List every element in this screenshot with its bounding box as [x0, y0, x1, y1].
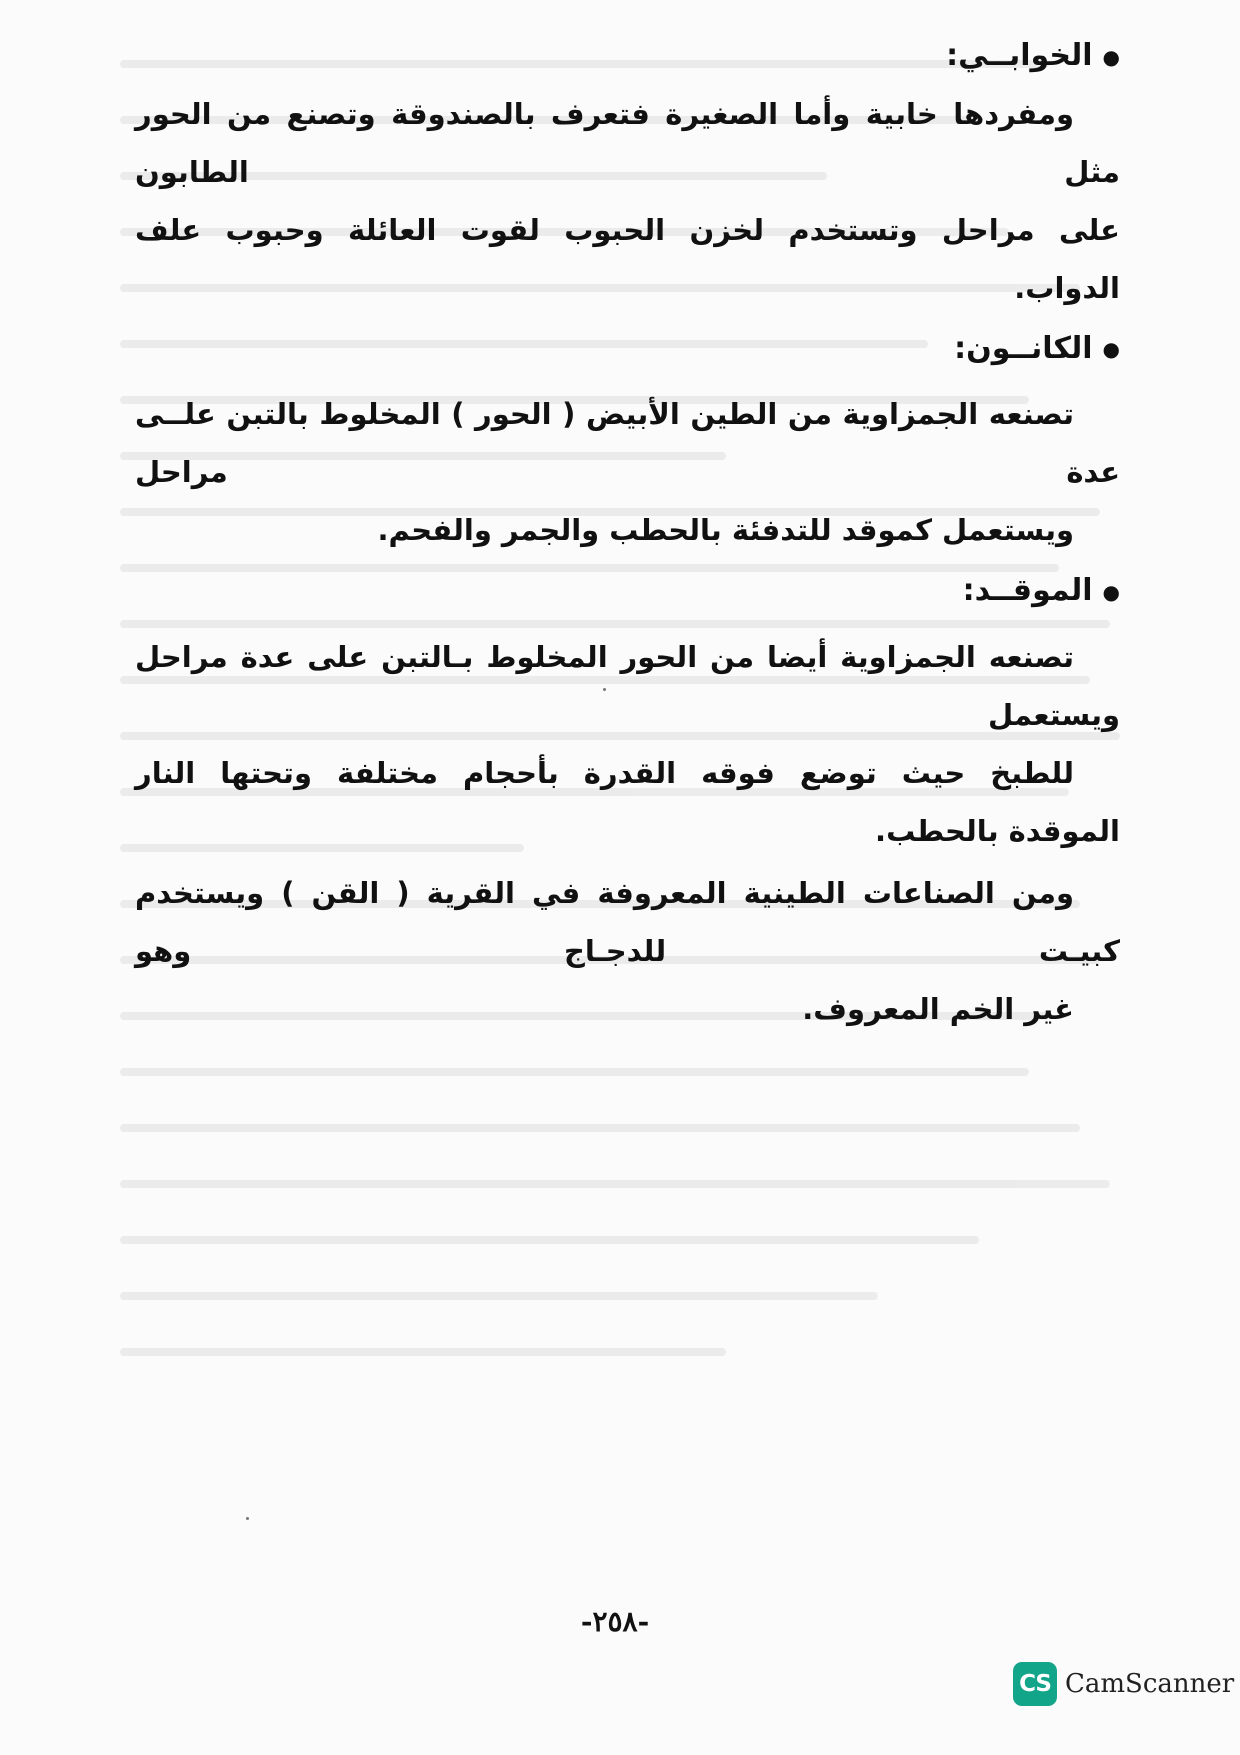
bullet-icon: ● [1102, 579, 1120, 604]
text-line: للطبخ حيث توضع فوقه القدرة بأحجام مختلفة وتحتها النار الموقدة بالحطب. [135, 755, 1120, 848]
section-heading-mawqid: ●الموقــد: [135, 563, 1120, 620]
page-number: -٢٥٨- [580, 1605, 650, 1638]
camscanner-watermark [1013, 1662, 1234, 1706]
text-line: ومفردها خابية وأما الصغيرة فتعرف بالصندوقة وتصنع من الحور مثل الطابون [135, 96, 1120, 189]
scan-speck [603, 688, 606, 691]
camscanner-logo-icon: CS [1013, 1662, 1057, 1706]
paragraph-khawabi [135, 85, 1120, 317]
bullet-icon: ● [1102, 44, 1120, 69]
paragraph-kanoon [135, 385, 1120, 559]
text-line: ويستعمل كموقد للتدفئة بالحطب والجمر والفحم. [377, 513, 1074, 547]
section-heading-kanoon: ●الكانــون: [135, 321, 1120, 378]
section-heading-khawabi: ●الخوابــي: [135, 28, 1120, 85]
scan-speck [246, 1517, 249, 1520]
text-line: ومن الصناعات الطينية المعروفة في القرية ( القن ) ويستخدم كبيـت للدجـاج وهو [135, 875, 1120, 968]
paragraph-qunn [135, 864, 1120, 1038]
text-line: غير الخم المعروف. [802, 991, 1074, 1026]
article-body [135, 28, 1120, 1042]
bullet-icon: ● [1102, 337, 1120, 361]
camscanner-name: CamScanner [1065, 1669, 1235, 1699]
text-line: تصنعه الجمزاوية أيضا من الحور المخلوط بـالتبن على عدة مراحل ويستعمل [135, 639, 1120, 732]
paragraph-mawqid [135, 628, 1120, 860]
text-line: تصنعه الجمزاوية من الطين الأبيض ( الحور ) المخلوط بالتبن علــى عدة مراحل [135, 397, 1120, 489]
text-line: على مراحل وتستخدم لخزن الحبوب لقوت العائلة وحبوب علف الدواب. [135, 212, 1120, 305]
